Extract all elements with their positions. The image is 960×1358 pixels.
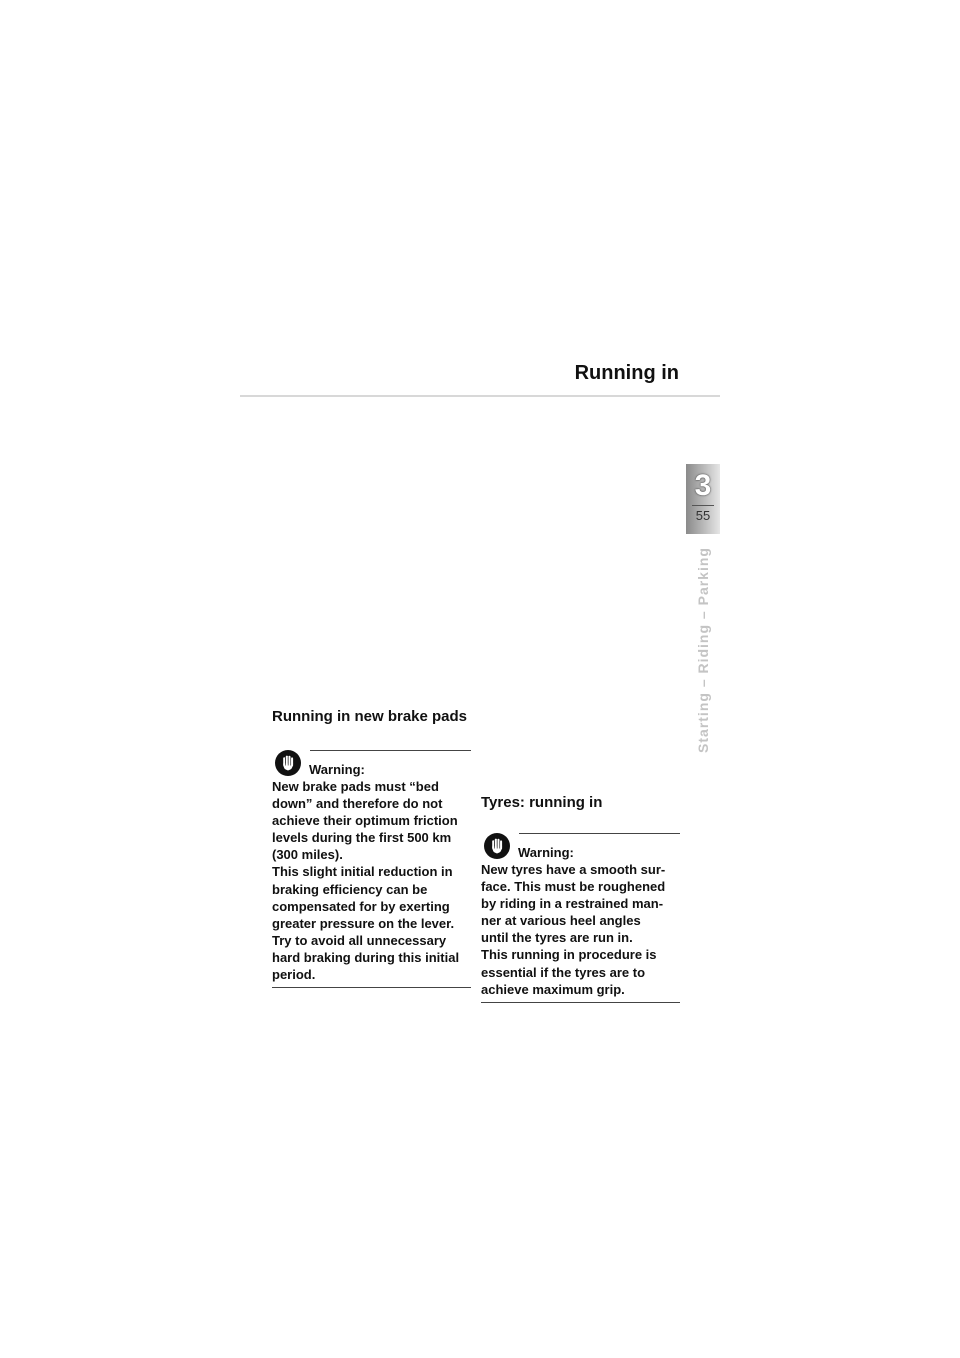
warning-label: Warning: bbox=[309, 762, 365, 777]
warning-line: New brake pads must “bed bbox=[272, 779, 439, 794]
warning-line: compensated for by exerting bbox=[272, 898, 450, 914]
section-heading: Running in new brake pads bbox=[272, 708, 468, 725]
warning-line: ner at various heel angles bbox=[481, 913, 641, 929]
hand-stop-icon bbox=[484, 833, 510, 859]
warning-line: achieve their optimum friction bbox=[272, 813, 458, 829]
section-heading: Tyres: running in bbox=[481, 794, 603, 811]
warning-line: until the tyres are run in. bbox=[481, 930, 633, 946]
page-number: 55 bbox=[695, 508, 711, 523]
warning-line: Try to avoid all unnecessary bbox=[272, 932, 447, 948]
warning-line: period. bbox=[272, 967, 316, 983]
warning-label: Warning: bbox=[518, 845, 574, 860]
warning-box bbox=[272, 750, 471, 988]
chapter-number: 3 bbox=[694, 469, 712, 502]
section-brake-pads bbox=[272, 708, 471, 988]
warning-line: This running in procedure is bbox=[481, 947, 657, 963]
warning-line: hard braking during this initial bbox=[272, 949, 460, 965]
warning-line: essential if the tyres are to bbox=[481, 964, 646, 980]
warning-top-rule bbox=[310, 750, 471, 751]
warning-line: by riding in a restrained man- bbox=[481, 896, 664, 912]
section-tyres bbox=[481, 794, 680, 1003]
warning-line: This slight initial reduction in bbox=[272, 864, 453, 880]
warning-top-rule bbox=[519, 833, 680, 834]
chapter-side-label: Starting – Riding – Parking bbox=[695, 547, 711, 753]
hand-stop-icon bbox=[275, 750, 301, 776]
warning-text bbox=[272, 778, 471, 983]
warning-line: face. This must be roughened bbox=[481, 879, 666, 895]
warning-line: achieve maximum grip. bbox=[481, 981, 625, 997]
warning-line: (300 miles). bbox=[272, 847, 343, 863]
warning-line: levels during the first 500 km bbox=[272, 830, 452, 846]
warning-line: braking efficiency can be bbox=[272, 881, 428, 897]
warning-line: New tyres have a smooth sur- bbox=[481, 862, 666, 877]
warning-line: down” and therefore do not bbox=[272, 796, 443, 812]
header-divider bbox=[240, 395, 720, 397]
warning-line: greater pressure on the lever. bbox=[272, 915, 455, 931]
warning-text bbox=[481, 861, 680, 998]
warning-box bbox=[481, 833, 680, 1003]
page-title: Running in bbox=[574, 362, 679, 384]
chapter-separator bbox=[692, 505, 714, 506]
